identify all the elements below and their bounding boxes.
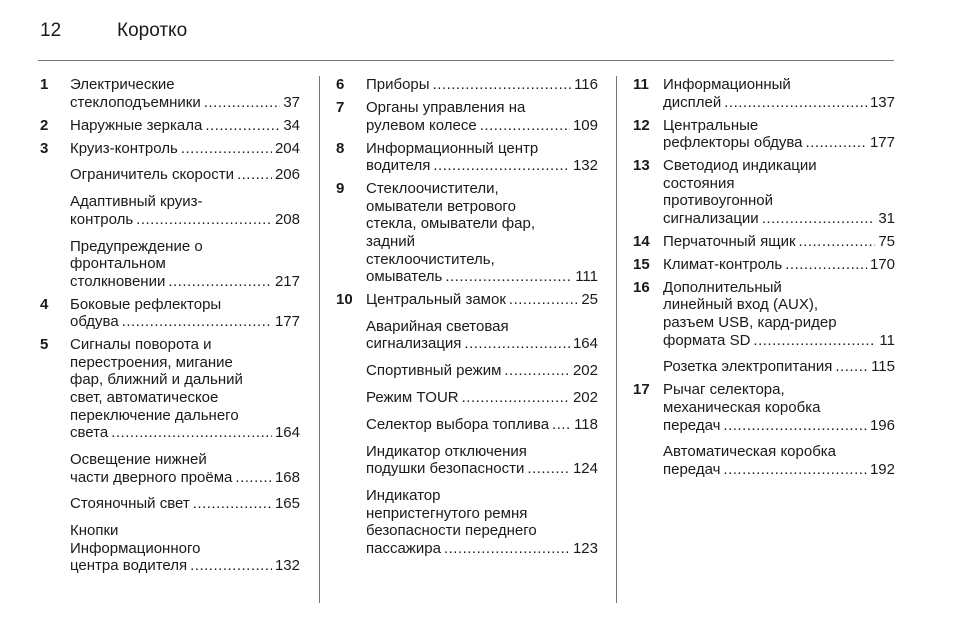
dot-leader: [168, 273, 272, 291]
entry-text: фар, ближний и дальний: [70, 371, 243, 389]
entry-text: разъем USB, кард-ридер: [663, 314, 837, 332]
entry-text: столкновении: [70, 272, 166, 290]
index-entry: [633, 256, 895, 274]
entry-last-line: [366, 389, 598, 407]
page-reference: 25: [581, 291, 598, 309]
entry-number: 14: [633, 232, 650, 250]
entry-text: Центральные: [663, 116, 759, 134]
page-reference: 170: [869, 255, 895, 273]
entry-number: 8: [336, 139, 345, 157]
entry-text: сигнализация: [366, 335, 462, 353]
page-reference: 196: [869, 416, 895, 434]
page-reference: 202: [572, 362, 598, 380]
dot-leader: [205, 117, 280, 135]
entry-text: Розетка электропитания: [663, 358, 833, 376]
entry-last-line: [70, 166, 300, 184]
page-reference: 132: [572, 157, 598, 175]
entry-text: обдува: [70, 313, 119, 331]
dot-leader: [433, 76, 572, 94]
page-reference: 217: [274, 272, 300, 290]
entry-text: передач: [663, 461, 721, 478]
entry-number: 3: [40, 139, 49, 157]
index-entry: [336, 76, 598, 94]
entry-text: пассажира: [366, 539, 441, 557]
page-reference: 123: [572, 539, 598, 557]
entry-last-line: [70, 424, 300, 442]
entry-text: света: [70, 424, 109, 442]
entry-text: рулевом колесе: [366, 116, 477, 134]
dot-leader: [204, 94, 281, 112]
page-reference: 164: [274, 424, 300, 442]
page-reference: 116: [574, 76, 598, 93]
entry-last-line: [366, 291, 598, 309]
dot-leader: [762, 210, 876, 228]
entry-last-line: [366, 76, 598, 94]
entry-last-line: [70, 313, 300, 331]
page-reference: 109: [572, 116, 598, 134]
entry-text: Климат-контроль: [663, 255, 783, 273]
entry-text: части дверного проёма: [70, 468, 233, 486]
entry-text: Кнопки: [70, 522, 119, 540]
entry-number: 7: [336, 98, 345, 116]
entry-text: Рычаг селектора,: [663, 381, 785, 399]
entry-number: 2: [40, 116, 49, 134]
entry-text: Стеклоочистители,: [366, 180, 499, 198]
index-entry: [336, 318, 598, 353]
dot-leader: [444, 540, 570, 558]
entry-text: дисплей: [663, 93, 722, 111]
entry-text: перестроения, мигание: [70, 353, 233, 371]
index-entry: [40, 296, 300, 331]
index-entry: [336, 180, 598, 286]
entry-text: Информационного: [70, 539, 201, 557]
entry-number: 17: [633, 381, 650, 399]
entry-text: Режим TOUR: [366, 389, 459, 407]
page-reference: 111: [575, 268, 598, 286]
index-entry: [40, 336, 300, 442]
entry-text: передач: [663, 416, 721, 434]
entry-last-line: [663, 210, 895, 228]
entry-number: 16: [633, 278, 650, 296]
entry-text: Индикатор: [366, 486, 441, 504]
page-reference: 132: [274, 557, 300, 575]
entry-text: Дополнительный: [663, 278, 782, 296]
entry-text: водителя: [366, 157, 431, 175]
page-reference: 206: [274, 166, 300, 184]
entry-text: омыватели ветрового: [366, 197, 516, 215]
index-entry: [633, 279, 895, 349]
dot-leader: [527, 460, 570, 478]
index-entry: [336, 140, 598, 175]
entry-text: Индикатор отключения: [366, 442, 527, 460]
index-entry: [633, 233, 895, 251]
dot-leader: [785, 256, 867, 274]
index-entry: [40, 193, 300, 228]
entry-text: Светодиод индикации: [663, 157, 817, 175]
entry-text: Информационный: [663, 76, 791, 93]
entry-number: 13: [633, 157, 650, 175]
entry-text: Сигналы поворота и: [70, 336, 212, 354]
entry-text: Электрические: [70, 76, 175, 93]
page-reference: 208: [274, 210, 300, 228]
entry-last-line: [663, 233, 895, 251]
entry-last-line: [366, 362, 598, 380]
dot-leader: [835, 358, 868, 376]
entry-text: Органы управления на: [366, 98, 526, 116]
index-column-1: [40, 76, 300, 580]
page-reference: 124: [572, 460, 598, 478]
dot-leader: [445, 268, 572, 286]
column-divider: [319, 76, 320, 603]
entry-text: Предупреждение о: [70, 237, 203, 255]
entry-text: фронтальном: [70, 255, 166, 273]
dot-leader: [464, 335, 570, 353]
page-reference: 177: [869, 134, 895, 152]
index-entry: [40, 238, 300, 291]
entry-number: 12: [633, 116, 650, 134]
entry-last-line: [663, 332, 895, 350]
dot-leader: [111, 424, 272, 442]
index-column-2: [336, 76, 598, 563]
entry-number: 10: [336, 291, 353, 309]
entry-text: Центральный замок: [366, 291, 506, 309]
entry-text: омыватель: [366, 268, 443, 286]
dot-leader: [190, 557, 272, 575]
page-reference: 192: [869, 461, 895, 478]
index-entry: [633, 117, 895, 152]
entry-text: Приборы: [366, 76, 430, 93]
entry-text: рефлекторы обдува: [663, 134, 803, 152]
entry-text: формата SD: [663, 331, 751, 349]
column-divider: [616, 76, 617, 603]
entry-last-line: [366, 540, 598, 558]
dot-leader: [504, 362, 570, 380]
dot-leader: [806, 134, 867, 152]
index-entry: [40, 166, 300, 184]
index-entry: [633, 443, 895, 478]
dot-leader: [235, 469, 272, 487]
entry-text: безопасности переднего: [366, 522, 537, 540]
entry-text: стекла, омыватели фар,: [366, 215, 535, 233]
entry-last-line: [663, 417, 895, 435]
entry-text: Ограничитель скорости: [70, 166, 234, 184]
entry-last-line: [70, 557, 300, 575]
dot-leader: [237, 166, 272, 184]
dot-leader: [480, 117, 570, 135]
entry-text: противоугонной: [663, 192, 773, 210]
entry-text: непристегнутого ремня: [366, 504, 528, 522]
index-entry: [40, 451, 300, 486]
page-title: Коротко: [117, 20, 188, 41]
index-entry: [336, 99, 598, 134]
entry-text: свет, автоматическое: [70, 389, 219, 407]
page-reference: 137: [869, 93, 895, 111]
entry-text: состояния: [663, 174, 735, 192]
page-reference: 165: [274, 495, 300, 513]
entry-last-line: [366, 157, 598, 175]
page-reference: 202: [572, 389, 598, 407]
index-entry: [633, 358, 895, 376]
page-reference: 37: [283, 93, 300, 111]
index-entry: [633, 76, 895, 111]
dot-leader: [799, 233, 876, 251]
entry-number: 11: [633, 76, 649, 93]
page-reference: 31: [878, 209, 895, 227]
index-entry: [336, 291, 598, 309]
entry-last-line: [366, 335, 598, 353]
index-entry: [336, 443, 598, 478]
page-reference: 75: [878, 232, 895, 250]
entry-last-line: [366, 416, 598, 434]
entry-number: 5: [40, 336, 49, 354]
entry-last-line: [70, 469, 300, 487]
page-number: 12: [40, 20, 62, 41]
dot-leader: [433, 157, 570, 175]
page-reference: 118: [574, 415, 598, 433]
entry-number: 15: [633, 255, 650, 273]
entry-number: 6: [336, 76, 345, 93]
index-entry: [336, 362, 598, 380]
page-reference: 11: [879, 331, 895, 349]
entry-text: Аварийная световая: [366, 317, 509, 335]
entry-last-line: [663, 461, 895, 479]
entry-text: линейный вход (AUX),: [663, 296, 818, 314]
index-entry: [633, 381, 895, 434]
entry-text: Боковые рефлекторы: [70, 295, 222, 313]
index-entry: [40, 117, 300, 135]
entry-text: стеклоочиститель,: [366, 250, 495, 268]
entry-text: Освещение нижней: [70, 451, 207, 468]
entry-number: 1: [40, 76, 49, 93]
entry-last-line: [663, 134, 895, 152]
page-reference: 168: [274, 468, 300, 486]
dot-leader: [181, 140, 272, 158]
page-reference: 115: [871, 358, 895, 376]
header-rule: [38, 60, 894, 61]
entry-last-line: [70, 140, 300, 158]
index-entry: [336, 389, 598, 407]
entry-text: стеклоподъемники: [70, 93, 201, 111]
entry-text: Стояночный свет: [70, 495, 190, 513]
dot-leader: [552, 416, 571, 434]
entry-last-line: [70, 94, 300, 112]
dot-leader: [723, 461, 867, 479]
dot-leader: [753, 332, 876, 350]
entry-number: 9: [336, 180, 345, 198]
dot-leader: [724, 94, 867, 112]
entry-text: задний: [366, 232, 416, 250]
entry-text: центра водителя: [70, 557, 188, 575]
index-entry: [336, 416, 598, 434]
entry-text: Перчаточный ящик: [663, 232, 796, 250]
page-reference: 204: [274, 139, 300, 157]
entry-last-line: [366, 117, 598, 135]
entry-text: контроль: [70, 210, 134, 228]
dot-leader: [122, 313, 272, 331]
entry-number: 4: [40, 295, 49, 313]
dot-leader: [723, 417, 867, 435]
dot-leader: [136, 211, 272, 229]
entry-text: Адаптивный круиз-: [70, 193, 203, 211]
index-entry: [633, 157, 895, 227]
index-column-3: [633, 76, 895, 484]
entry-text: механическая коробка: [663, 399, 821, 417]
index-entry: [40, 76, 300, 111]
entry-last-line: [663, 358, 895, 376]
entry-text: подушки безопасности: [366, 460, 525, 478]
page-reference: 164: [572, 335, 598, 353]
entry-text: Селектор выбора топлива: [366, 415, 550, 433]
entry-text: Автоматическая коробка: [663, 443, 837, 461]
entry-last-line: [366, 460, 598, 478]
entry-last-line: [70, 495, 300, 513]
dot-leader: [509, 291, 578, 309]
entry-text: Круиз-контроль: [70, 139, 178, 157]
entry-text: переключение дальнего: [70, 406, 239, 424]
page-reference: 34: [283, 116, 300, 134]
index-entry: [40, 495, 300, 513]
entry-text: сигнализации: [663, 209, 759, 227]
entry-last-line: [366, 268, 598, 286]
entry-text: Наружные зеркала: [70, 116, 203, 134]
index-entry: [336, 487, 598, 557]
index-entry: [40, 522, 300, 575]
entry-last-line: [663, 256, 895, 274]
entry-text: Спортивный режим: [366, 362, 502, 380]
page-reference: 177: [274, 313, 300, 331]
dot-leader: [462, 389, 570, 407]
index-entry: [40, 140, 300, 158]
entry-last-line: [70, 273, 300, 291]
entry-last-line: [663, 94, 895, 112]
dot-leader: [193, 495, 272, 513]
entry-last-line: [70, 117, 300, 135]
entry-text: Информационный центр: [366, 139, 539, 157]
entry-last-line: [70, 211, 300, 229]
